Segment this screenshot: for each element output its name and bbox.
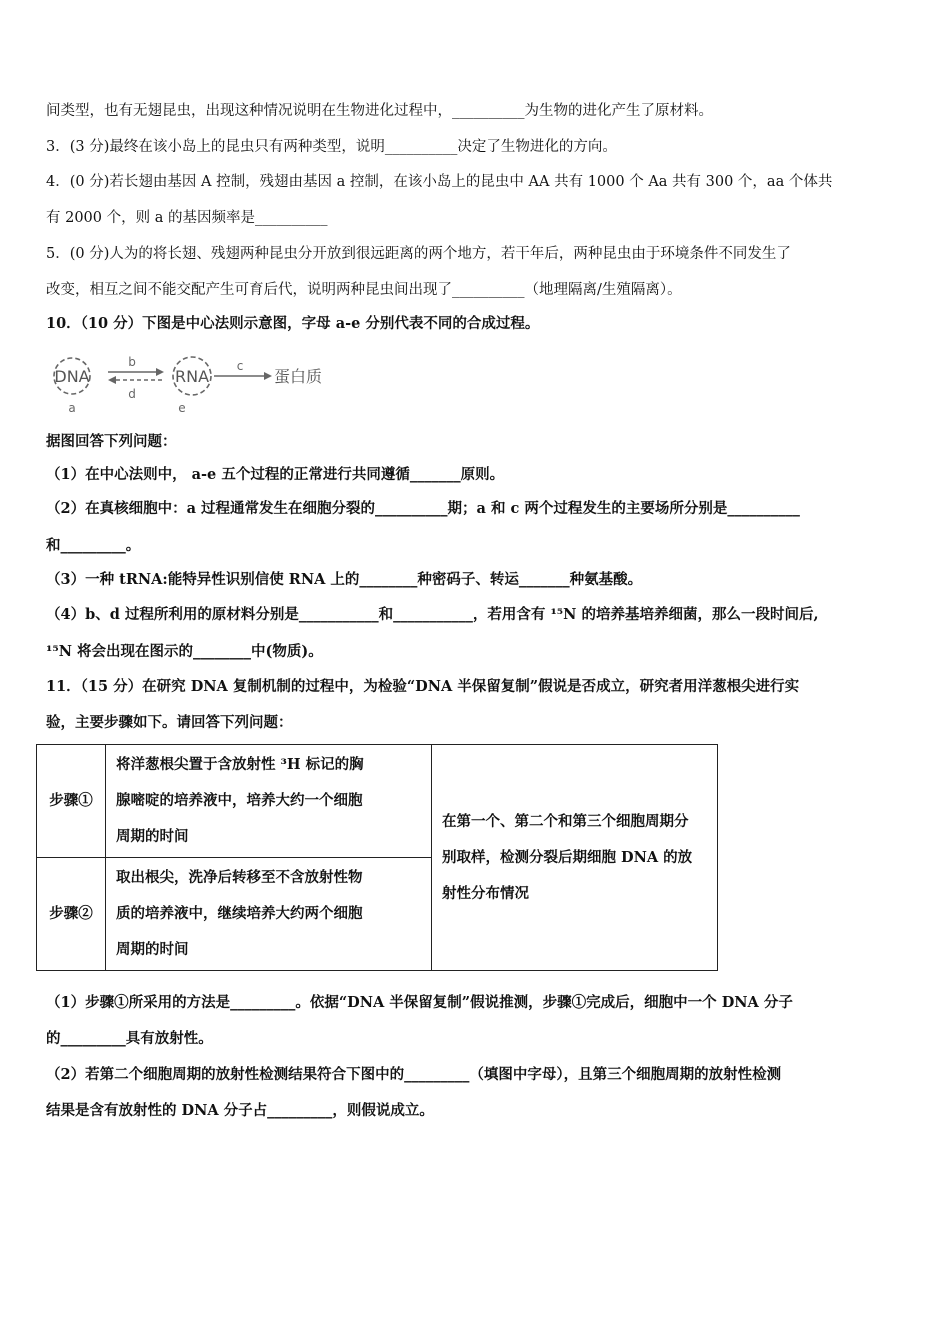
detection-note: [432, 745, 718, 971]
step1-line-2: 腺嘧啶的培养液中，培养大约一个细胞: [116, 792, 363, 809]
step1-line-3: 周期的时间: [116, 828, 189, 845]
step2-line-3: 周期的时间: [116, 941, 189, 958]
question-11-title: 11．（15 分）在研究 DNA 复制机制的过程中，为检验“DNA 半保留复制”假说是否成立，研究者用洋葱根尖进行实: [46, 678, 800, 695]
label-e: e: [178, 401, 186, 415]
instruction: 据图回答下列问题：: [46, 433, 177, 450]
step2-description: [106, 858, 432, 971]
label-c: c: [236, 359, 244, 373]
central-dogma-diagram: [50, 346, 340, 416]
sub-question-11-2: （2）若第二个细胞周期的放射性检测结果符合下图中的_________（填图中字母），且第三个细胞周期的放射性检测: [46, 1066, 782, 1083]
table-row: [37, 745, 718, 858]
sub-question-11-1-cont: 的_________具有放射性。: [46, 1030, 213, 1047]
note-line-3: 射性分布情况: [442, 884, 529, 902]
protein-label: 蛋白质: [274, 367, 323, 386]
sub-question-3: （3）一种 tRNA:能特异性识别信使 RNA 上的________种密码子、转运_______种氨基酸。: [46, 571, 643, 588]
question-5-cont: 改变，相互之间不能交配产生可育后代，说明两种昆虫间出现了__________（地理隔离/生殖隔离）。: [46, 282, 682, 298]
sub-question-11-1: （1）步骤①所采用的方法是_________。依据“DNA 半保留复制”假说推测，步骤①完成后，细胞中一个 DNA 分子: [46, 994, 793, 1011]
question-4: 4．(0 分)若长翅由基因 A 控制，残翅由基因 a 控制，在该小岛上的昆虫中 AA 共有 1000 个 Aa 共有 300 个，aa 个体共: [46, 174, 833, 190]
question-text: 间类型，也有无翅昆虫，出现这种情况说明在生物进化过程中，__________为生物的进化产生了原材料。: [46, 103, 713, 119]
note-line-1: 在第一个、第二个和第三个细胞周期分: [442, 812, 689, 830]
question-10-title: 10．（10 分）下图是中心法则示意图，字母 a-e 分别代表不同的合成过程。: [46, 315, 540, 332]
arrow-b-head: [156, 368, 164, 376]
step1-line-1: 将洋葱根尖置于含放射性 ³H 标记的胸: [116, 756, 364, 773]
arrow-d-head: [108, 376, 116, 384]
label-a: a: [68, 401, 76, 415]
label-b: b: [128, 355, 136, 369]
sub-question-2: （2）在真核细胞中：a 过程通常发生在细胞分裂的__________期；a 和 c 两个过程发生的主要场所分别是__________: [46, 500, 800, 517]
question-11-cont: 验，主要步骤如下。请回答下列问题：: [46, 714, 293, 731]
sub-question-4: （4）b、d 过程所利用的原材料分别是___________和___________，若用含有 ¹⁵N 的培养基培养细菌，那么一段时间后,: [46, 606, 819, 623]
sub-question-11-2-cont: 结果是含有放射性的 DNA 分子占_________，则假说成立。: [46, 1102, 434, 1119]
step2-label: 步骤②: [37, 858, 106, 971]
label-d: d: [128, 387, 136, 401]
question-3: 3．(3 分)最终在该小岛上的昆虫只有两种类型，说明__________决定了生物进化的方向。: [46, 139, 617, 155]
sub-question-1: （1）在中心法则中， a-e 五个过程的正常进行共同遵循_______原则。: [46, 466, 505, 483]
step1-description: [106, 745, 432, 858]
question-4-cont: 有 2000 个，则 a 的基因频率是__________: [46, 210, 328, 226]
sub-question-4-cont: ¹⁵N 将会出现在图示的________中(物质)。: [46, 643, 323, 660]
question-5: 5．(0 分)人为的将长翅、残翅两种昆虫分开放到很远距离的两个地方，若干年后，两种昆虫由于环境条件不同发生了: [46, 246, 791, 262]
step1-label: 步骤①: [37, 745, 106, 858]
note-line-2: 别取样，检测分裂后期细胞 DNA 的放: [442, 848, 693, 866]
rna-label: RNA: [174, 367, 210, 386]
arrow-c-head: [264, 372, 272, 380]
dna-label: DNA: [54, 367, 90, 386]
sub-question-2-cont: 和_________。: [46, 537, 141, 554]
steps-table: [36, 744, 718, 971]
step2-line-1: 取出根尖，洗净后转移至不含放射性物: [116, 869, 363, 886]
step2-line-2: 质的培养液中，继续培养大约两个细胞: [116, 905, 363, 922]
